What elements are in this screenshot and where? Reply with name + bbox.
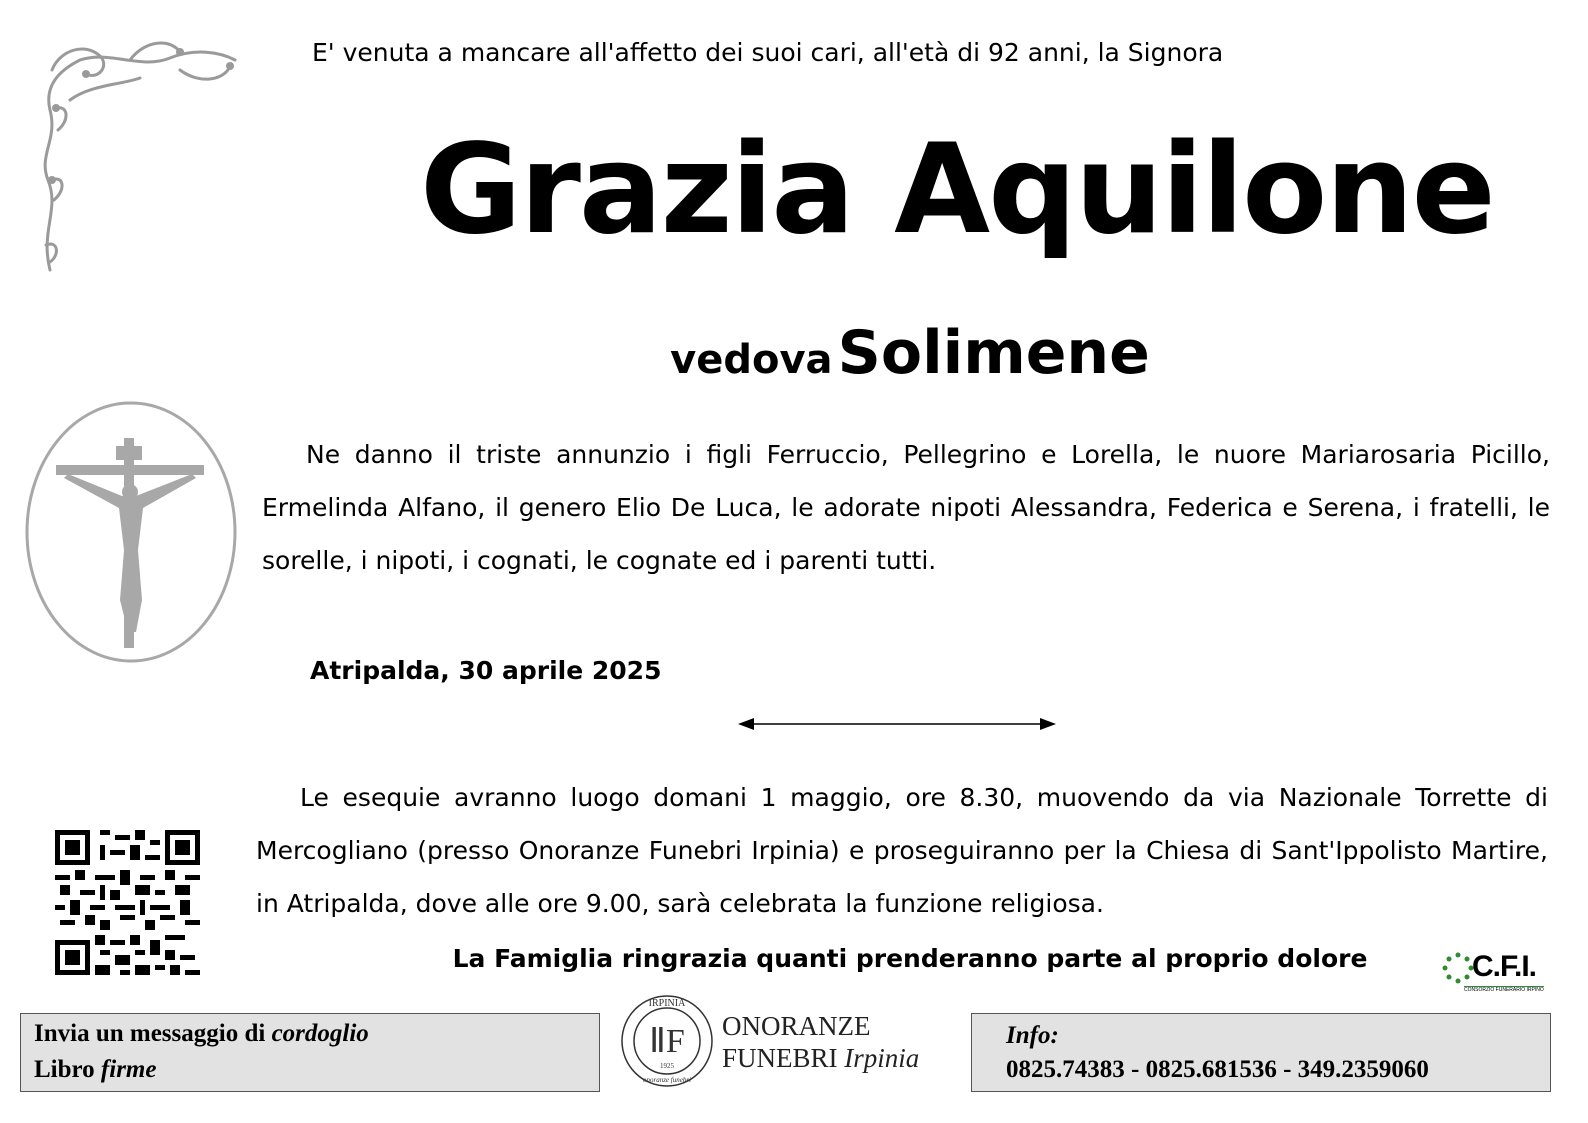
funeral-home-brand bbox=[722, 1010, 919, 1074]
brand-line2: FUNEBRI Irpinia bbox=[722, 1043, 920, 1073]
condolence-link[interactable]: Invia un messaggio di cordoglio bbox=[34, 1020, 369, 1047]
crucifix-icon bbox=[24, 400, 238, 665]
phone-numbers[interactable]: 0825.74383 - 0825.681536 - 349.2359060 bbox=[1006, 1056, 1429, 1083]
intro-text: E' venuta a mancare all'affetto dei suoi cari, all'età di 92 anni, la Signora bbox=[312, 38, 1224, 67]
corner-ornament-icon bbox=[30, 30, 245, 285]
svg-text:IRPINIA: IRPINIA bbox=[648, 998, 686, 1009]
cfi-logo-icon bbox=[1442, 950, 1542, 998]
cfi-logo-text: C.F.I. bbox=[1472, 950, 1537, 983]
divider-arrow-icon bbox=[738, 714, 1056, 734]
condolence-box[interactable] bbox=[20, 1013, 600, 1092]
brand-line1: ONORANZE bbox=[722, 1011, 871, 1041]
cfi-sub-text: CONSORZIO FUNERARIO IRPINO bbox=[1464, 987, 1544, 993]
svg-text:onoranze funebri: onoranze funebri bbox=[642, 1076, 692, 1084]
announcement-paragraph: Ne danno il triste annunzio i figli Ferruccio, Pellegrino e Lorella, le nuore Mariarosaria Picillo, Ermelinda Alfano, il genero Elio De Luca, le adorate nipoti Alessandra, Federica e Serena, i fratelli, le sorelle, i nipoti, i cognati, le cognate ed i parenti tutti. bbox=[262, 440, 1550, 575]
deceased-name: Grazia Aquilone bbox=[420, 118, 1494, 262]
dateline: Atripalda, 30 aprile 2025 bbox=[310, 656, 662, 685]
widow-line bbox=[600, 318, 1220, 388]
widow-surname: Solimene bbox=[837, 318, 1150, 388]
svg-text:1925: 1925 bbox=[660, 1062, 674, 1070]
guestbook-link[interactable]: Libro firme bbox=[34, 1056, 157, 1083]
funeral-paragraph: Le esequie avranno luogo domani 1 maggio, ore 8.30, muovendo da via Nazionale Torrette di Mercogliano (presso Onoranze Funebri Irpinia) e proseguiranno per la Chiesa di Sant'Ippolisto Martire, in Atripalda, dove alle ore 9.00, sarà celebrata la funzione religiosa. bbox=[256, 783, 1548, 918]
funeral-home-seal-icon bbox=[618, 992, 716, 1090]
thanks-line: La Famiglia ringrazia quanti prenderanno parte al proprio dolore bbox=[452, 944, 1368, 973]
svg-text:ⅡF: ⅡF bbox=[649, 1023, 685, 1060]
info-box bbox=[971, 1013, 1551, 1092]
widow-prefix: vedova bbox=[670, 337, 833, 383]
info-label: Info: bbox=[1006, 1022, 1059, 1049]
qr-code-icon[interactable] bbox=[55, 830, 200, 975]
